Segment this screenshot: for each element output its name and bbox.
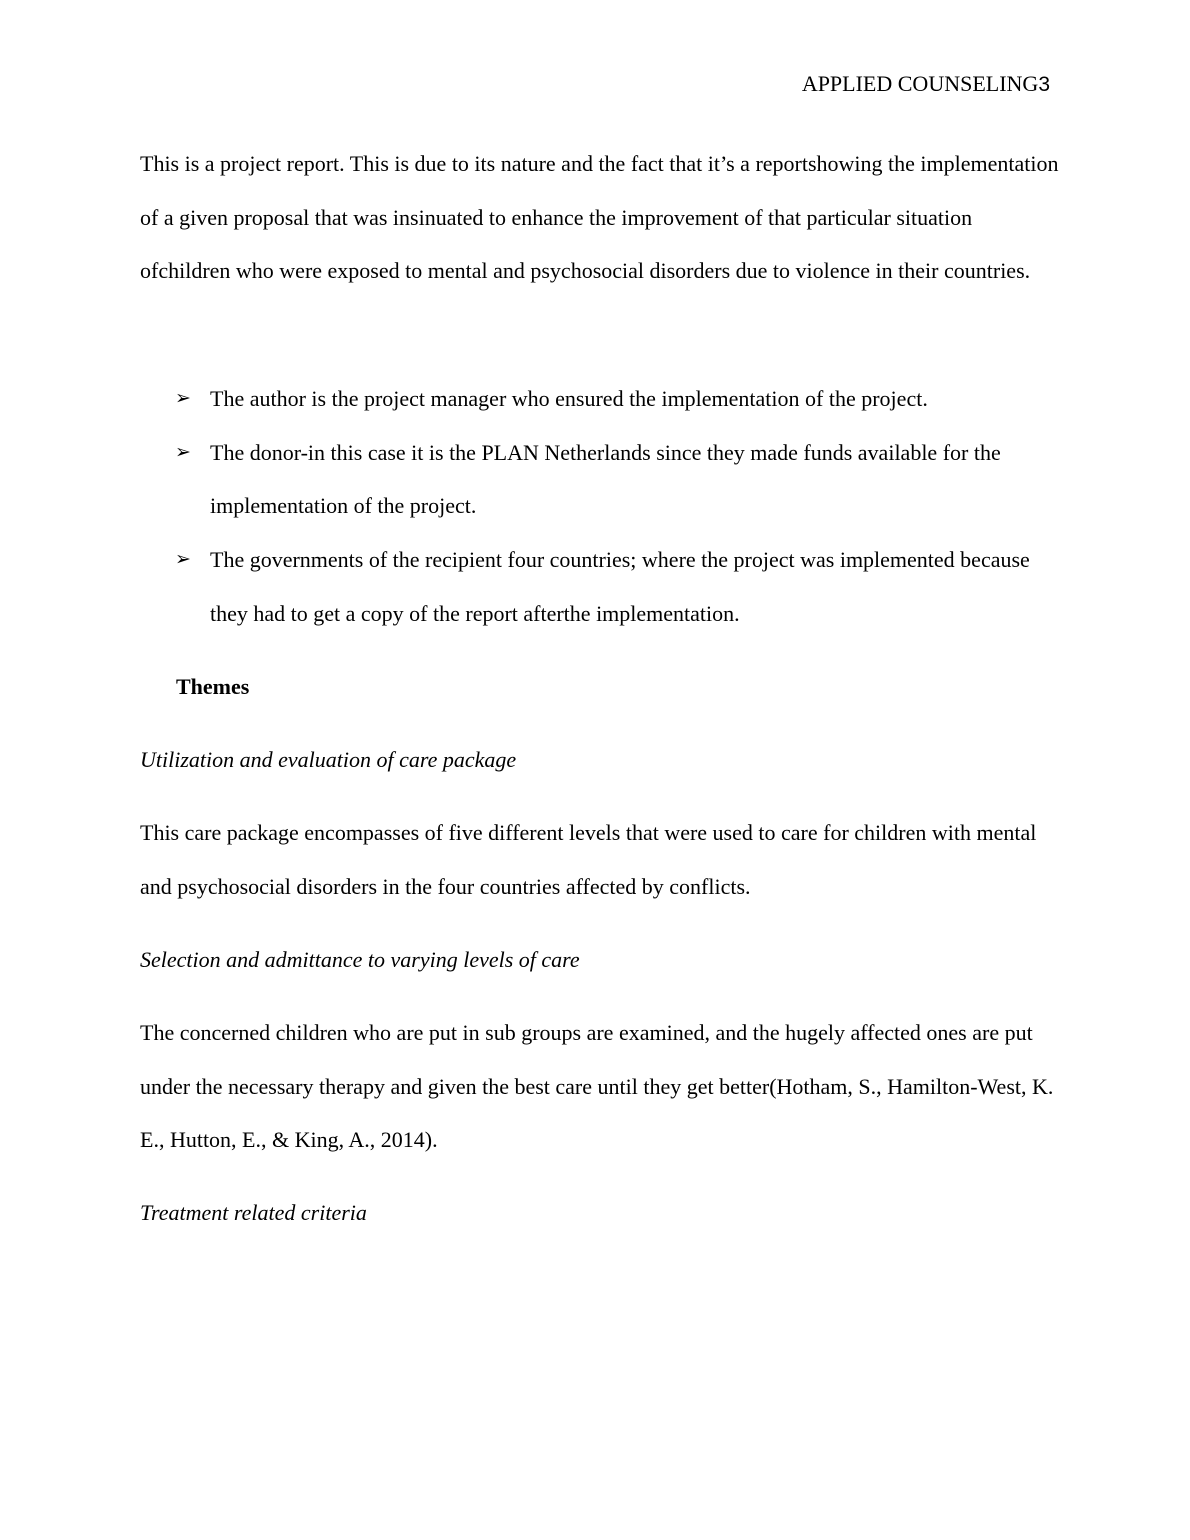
section-paragraph: This care package encompasses of five different levels that were used to care for children with mental and psychosocial disorders in the four countries affected by conflicts. (140, 820, 1037, 899)
arrow-bullet-icon: ➢ (175, 387, 191, 409)
section-body-selection (140, 1006, 1060, 1167)
intro-paragraph-block (140, 137, 1060, 298)
list-item-text: The governments of the recipient four countries; where the project was implemented because they had to get a copy of the report afterthe implementation. (210, 547, 1030, 626)
section-heading-treatment: Treatment related criteria (140, 1200, 367, 1225)
list-item (175, 426, 1055, 533)
page-number: 3 (1038, 73, 1050, 96)
running-head: APPLIED COUNSELING (801, 71, 1039, 96)
section-heading-utilization: Utilization and evaluation of care package (140, 747, 517, 772)
page-header (802, 70, 1050, 99)
arrow-bullet-icon: ➢ (175, 548, 191, 571)
list-item-text: The author is the project manager who ensured the implementation of the project. (210, 386, 928, 411)
list-item (175, 533, 1055, 640)
list-item (175, 372, 1055, 426)
arrow-bullet-icon: ➢ (175, 440, 191, 463)
section-paragraph: The concerned children who are put in sub groups are examined, and the hugely affected ones are put under the necessary therapy and given the best care until they get better(Hotham, S., Hamilton-West, K. E., Hutton, E., & King, A., 2014). (140, 1020, 1054, 1153)
intro-paragraph: This is a project report. This is due to its nature and the fact that it’s a reportshowing the implementation of a given proposal that was insinuated to enhance the improvement of that particular situation ofchildren who were exposed to mental and psychosocial disorders due to violence in their countries. (140, 151, 1059, 284)
section-body-utilization (140, 806, 1060, 913)
themes-heading: Themes (176, 674, 250, 699)
stakeholder-list (175, 372, 1055, 641)
list-item-text: The donor-in this case it is the PLAN Netherlands since they made funds available for the implementation of the project. (210, 439, 1001, 519)
section-heading-selection: Selection and admittance to varying levels of care (140, 947, 580, 972)
